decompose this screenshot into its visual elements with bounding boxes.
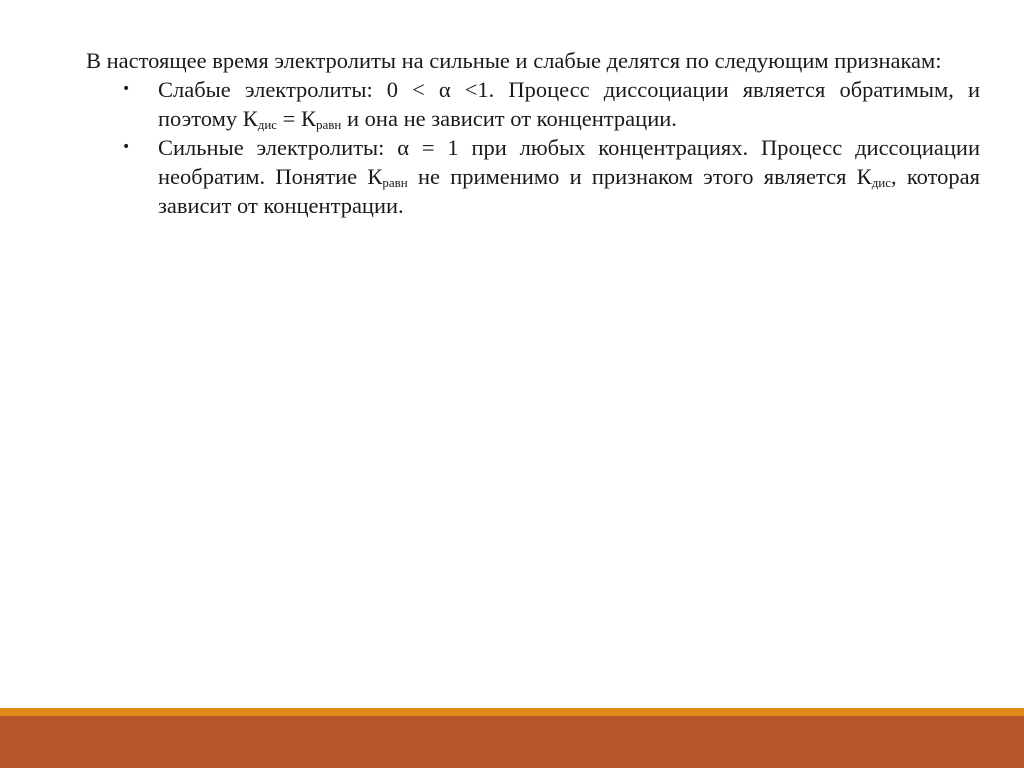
bullet-text: = К — [277, 106, 316, 131]
footer-accent-stripe — [0, 708, 1024, 716]
bullet-item-weak-electrolytes — [52, 75, 980, 133]
bullet-text: , которая зависит от концентрации. — [158, 164, 981, 218]
bullet-icon: • — [122, 81, 131, 97]
subscript: равн — [382, 175, 408, 190]
bullet-text: Слабые электролиты: 0 < α <1. Процесс диссоциации является обратимым, и поэтому К — [158, 77, 980, 131]
slide-content — [52, 46, 980, 220]
subscript: дис — [871, 175, 892, 190]
intro-paragraph: В настоящее время электролиты на сильные и слабые делятся по следующим признакам: — [86, 48, 942, 73]
bullet-text: и она не зависит от концентрации. — [341, 106, 677, 131]
footer-band — [0, 716, 1024, 768]
bullet-list — [52, 75, 980, 220]
subscript: дис — [257, 117, 278, 132]
bullet-icon: • — [122, 139, 131, 155]
subscript: равн — [316, 117, 342, 132]
bullet-text: Сильные электролиты: α = 1 при любых концентрациях. Процесс диссоциации необратим. Понятие К — [158, 135, 980, 189]
bullet-text: не применимо и признаком этого является К — [407, 164, 872, 189]
bullet-item-strong-electrolytes — [52, 133, 980, 220]
